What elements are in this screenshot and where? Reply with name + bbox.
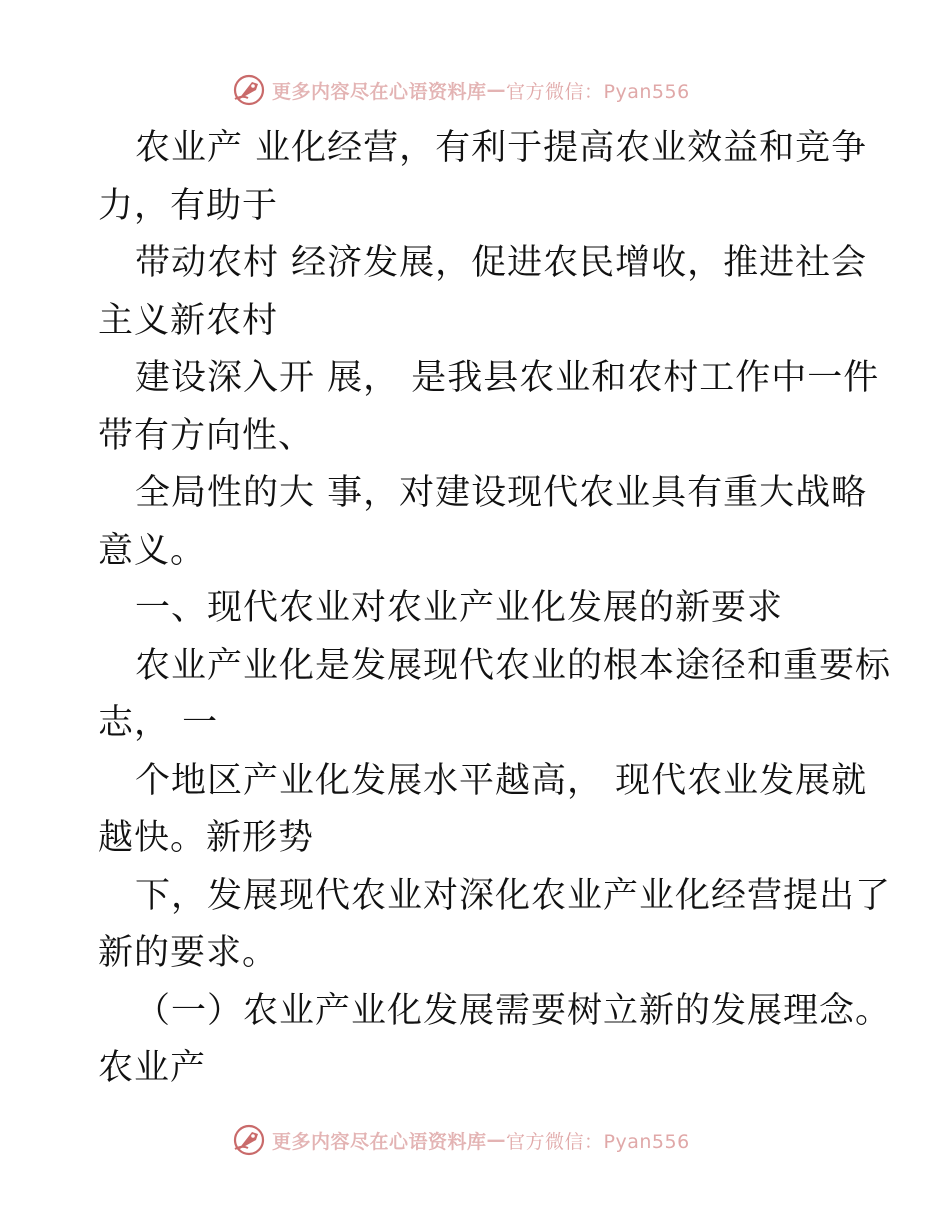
watermark-text: 更多内容尽在心语资料库 (272, 80, 487, 103)
text-line: 个地区产业化发展水平越高， 现代农业发展就 (135, 760, 868, 801)
pen-nib-logo-icon (232, 1123, 266, 1157)
header-watermark (232, 70, 732, 110)
text-line: （一）农业产业化发展需要树立新的发展理念。 (135, 990, 892, 1031)
text-line: 全局性的大 事，对建设现代农业具有重大战略 (135, 473, 868, 513)
text-line: 新的要求。 (98, 933, 279, 973)
watermark-contact: 官方微信：Pyan556 (506, 1130, 690, 1153)
text-line: 带有方向性、 (98, 415, 315, 456)
watermark-separator: — (486, 79, 507, 101)
text-line: 下，发展现代农业对深化农业产业化经营提出了 (135, 875, 892, 916)
text-line: 农业产 业化经营，有利于提高农业效益和竞争 (135, 128, 868, 168)
body-text (98, 120, 892, 1098)
watermark-text: 更多内容尽在心语资料库 (272, 1130, 487, 1153)
footer-watermark (232, 1120, 732, 1160)
text-line: 农业产 (98, 1048, 207, 1088)
text-line: 越快。新形势 (98, 818, 315, 858)
text-line: 农业产业化是发展现代农业的根本途径和重要标 (135, 645, 892, 686)
text-line: 主义新农村 (98, 300, 279, 341)
text-line: 建设深入开 展， 是我县农业和农村工作中一件 (135, 358, 880, 398)
watermark-separator: — (486, 1129, 507, 1151)
text-line: 一、现代农业对农业产业化发展的新要求 (135, 588, 784, 628)
text-line: 志， 一 (98, 703, 219, 743)
text-line: 意义。 (98, 530, 207, 571)
text-line: 力，有助于 (98, 185, 279, 226)
pen-nib-logo-icon (232, 73, 266, 107)
watermark-contact: 官方微信：Pyan556 (506, 80, 690, 103)
text-line: 带动农村 经济发展，促进农民增收，推进社会 (135, 243, 868, 283)
